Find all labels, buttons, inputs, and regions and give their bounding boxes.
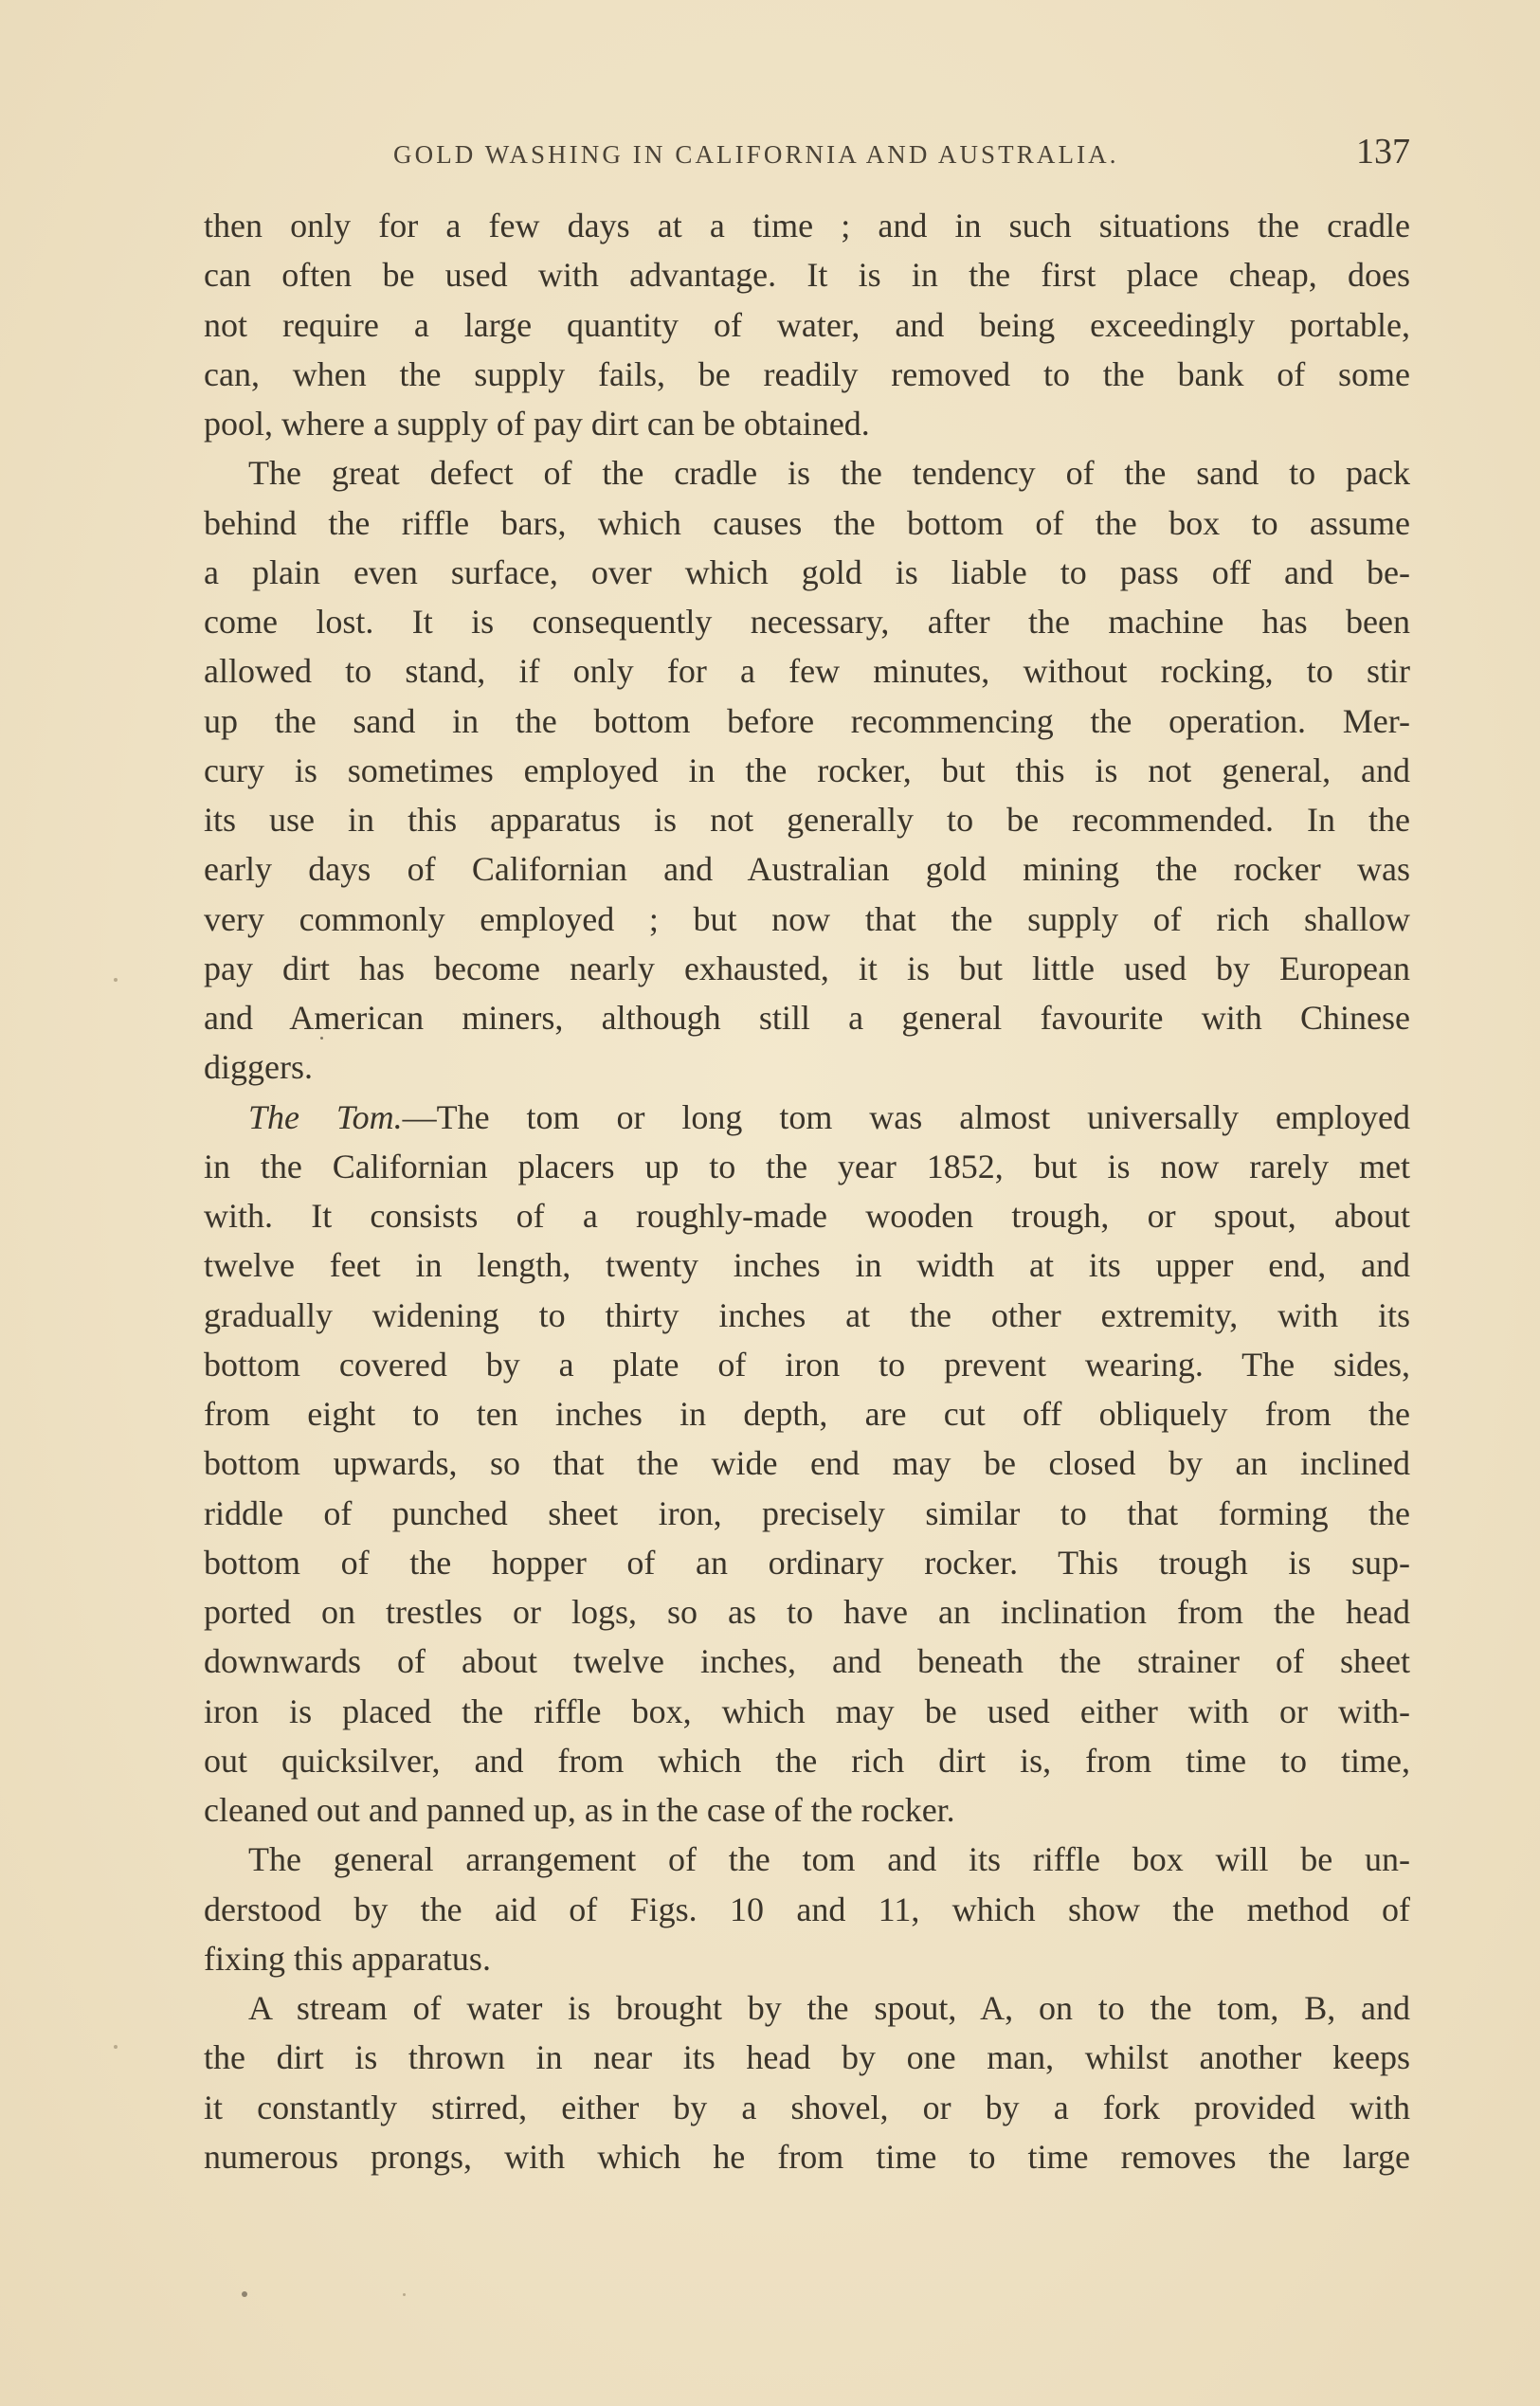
text-line: a plain even surface, over which gold is liable to pass off and be- xyxy=(204,552,1410,591)
text-line: out quicksilver, and from which the rich dirt is, from time to time, xyxy=(204,1741,1410,1780)
text-line: bottom of the hopper of an ordinary rocker. This trough is sup- xyxy=(204,1543,1410,1582)
text-line: derstood by the aid of Figs. 10 and 11, which show the method of xyxy=(204,1890,1410,1928)
text-line: pool, where a supply of pay dirt can be obtained. xyxy=(204,405,870,443)
text-line xyxy=(204,1093,1410,1142)
text-line: gradually widening to thirty inches at the other extremity, with its xyxy=(204,1295,1410,1334)
text-line: bottom covered by a plate of iron to prevent wearing. The sides, xyxy=(204,1345,1410,1384)
paper-speck xyxy=(320,1037,323,1040)
text-line: with. It consists of a roughly-made wooden trough, or spout, about xyxy=(204,1197,1410,1235)
paper-speck xyxy=(242,2291,247,2297)
text-line: fixing this apparatus. xyxy=(204,1939,491,1978)
text-line: cleaned out and panned up, as in the case of the rocker. xyxy=(204,1791,955,1829)
running-head xyxy=(204,131,1410,178)
text-line: A stream of water is brought by the spout, A, on to the tom, B, and xyxy=(248,1989,1410,2027)
text-line: it constantly stirred, either by a shovel, or by a fork provided with xyxy=(204,2088,1410,2126)
text-line: diggers. xyxy=(204,1048,313,1087)
text-line: ported on trestles or logs, so as to have an inclination from the head xyxy=(204,1593,1410,1631)
text-line: its use in this apparatus is not generally to be recommended. In the xyxy=(204,801,1410,839)
text-line: not require a large quantity of water, and being exceedingly portable, xyxy=(204,305,1410,344)
text-line: then only for a few days at a time ; and in such situations the cradle xyxy=(204,207,1410,244)
section-heading-italic: The Tom. xyxy=(248,1097,403,1136)
text-line: up the sand in the bottom before recommencing the operation. Mer- xyxy=(204,701,1410,740)
paper-speck xyxy=(114,978,118,982)
text-line: The great defect of the cradle is the tendency of the sand to pack xyxy=(248,454,1410,493)
body-text xyxy=(204,201,1410,2181)
text-line: early days of Californian and Australian gold mining the rocker was xyxy=(204,850,1410,889)
page-number: 137 xyxy=(1356,132,1410,172)
text-line: very commonly employed ; but now that the supply of rich shallow xyxy=(204,899,1410,938)
text-line: and American miners, although still a general favourite with Chinese xyxy=(204,999,1410,1037)
text-line: can often be used with advantage. It is in the first place cheap, does xyxy=(204,256,1410,295)
paper-speck xyxy=(114,2045,118,2049)
paper-speck xyxy=(403,2293,406,2296)
text-line: twelve feet in length, twenty inches in width at its upper end, and xyxy=(204,1246,1410,1285)
text-line: can, when the supply fails, be readily removed to the bank of some xyxy=(204,354,1410,393)
text-line: The general arrangement of the tom and its riffle box will be un- xyxy=(248,1840,1410,1879)
text-line: riddle of punched sheet iron, precisely similar to that forming the xyxy=(204,1493,1410,1532)
text-line-rest: —The tom or long tom was almost universally employed xyxy=(402,1097,1410,1136)
running-title: GOLD WASHING IN CALIFORNIA AND AUSTRALIA. xyxy=(393,140,1119,169)
text-line: cury is sometimes employed in the rocker, but this is not general, and xyxy=(204,751,1410,789)
text-line: come lost. It is consequently necessary, after the machine has been xyxy=(204,603,1410,641)
text-line: numerous prongs, with which he from time to time removes the large xyxy=(204,2137,1410,2176)
text-line: the dirt is thrown in near its head by one man, whilst another keeps xyxy=(204,2038,1410,2077)
text-line: behind the riffle bars, which causes the bottom of the box to assume xyxy=(204,503,1410,542)
text-line: from eight to ten inches in depth, are cut off obliquely from the xyxy=(204,1395,1410,1433)
text-line: pay dirt has become nearly exhausted, it is but little used by European xyxy=(204,949,1410,987)
text-line: allowed to stand, if only for a few minutes, without rocking, to stir xyxy=(204,652,1410,691)
text-line: in the Californian placers up to the year 1852, but is now rarely met xyxy=(204,1147,1410,1185)
text-line: bottom upwards, so that the wide end may be closed by an inclined xyxy=(204,1444,1410,1483)
text-line: iron is placed the riffle box, which may be used either with or with- xyxy=(204,1691,1410,1730)
text-line: downwards of about twelve inches, and beneath the strainer of sheet xyxy=(204,1642,1410,1681)
